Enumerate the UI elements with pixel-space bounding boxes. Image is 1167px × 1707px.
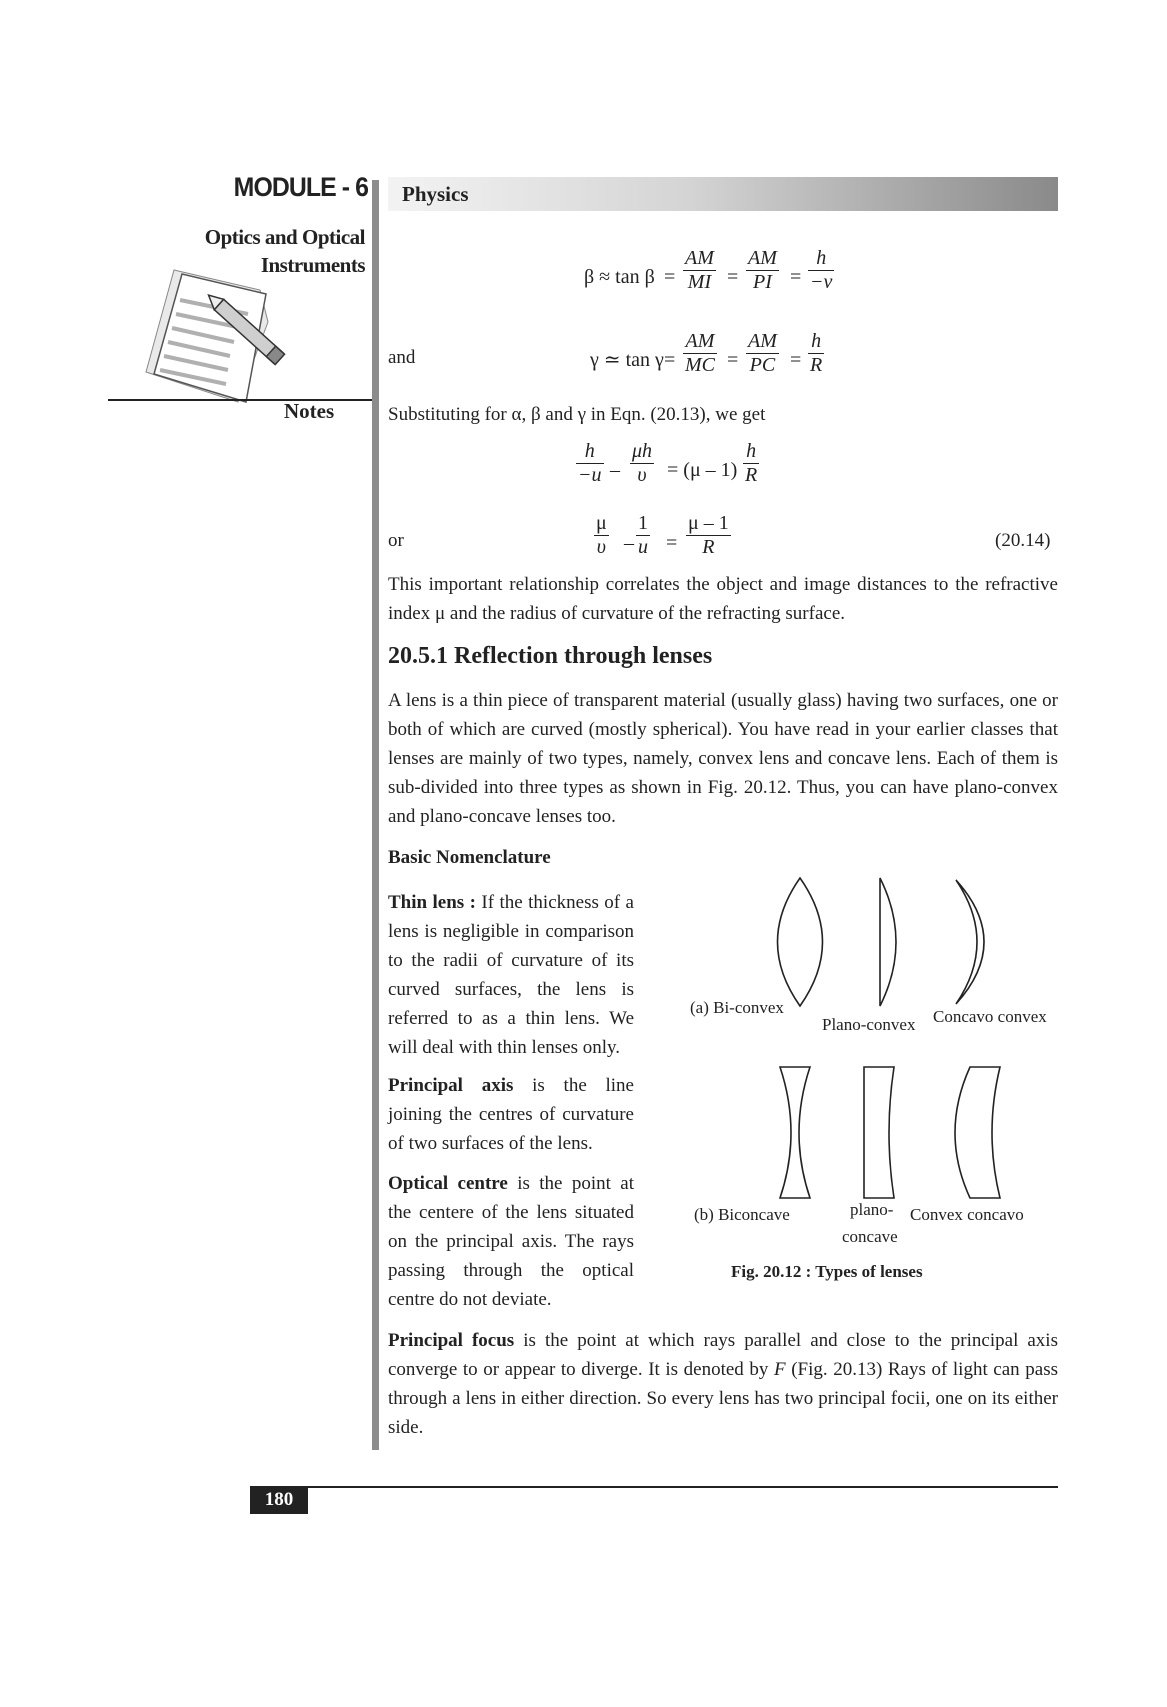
eq1-equals-2: = (727, 266, 739, 288)
eq2-label: and (388, 347, 416, 368)
subject-label: Physics (402, 182, 469, 206)
eq4-fraction-2: $\frac{1}{u}$ (638, 512, 648, 558)
page-number: 180 (250, 1486, 308, 1514)
planoconvex-lens-shape (880, 878, 896, 1006)
eq3-fraction-2: $\frac{\mu h}{\upsilon}$ (632, 440, 653, 486)
label-convex-concavo: Convex concavo (910, 1205, 1024, 1224)
eq1-equals-3: = (790, 266, 802, 288)
section-heading: 20.5.1 Reflection through lenses (388, 643, 713, 669)
concavoconvex-lens-shape (956, 880, 984, 1004)
substituting-text: Substituting for α, β and γ in Eqn. (20.13), we get (388, 404, 766, 425)
label-plano-concave-2: concave (842, 1227, 898, 1246)
eq3-fraction-3: $\frac{h}{R}$ (745, 440, 758, 486)
principal-axis-paragraph: Principal axis is the line joining the centres of curvature of two surfaces of the lens. (388, 1075, 634, 1154)
biconcave-lens-shape (780, 1067, 810, 1198)
module-label: MODULE - 6 (233, 172, 368, 202)
convexconcavo-lens-shape (955, 1067, 1000, 1198)
eq2-equals-2: = (727, 349, 739, 371)
eq4-minus: – (624, 532, 634, 554)
eq1-fraction-3: $\frac{h}{-v}$ (810, 247, 833, 293)
eq2-equals-1: = (664, 349, 676, 371)
eq3-fraction-1: $\frac{h}{-u}$ (578, 440, 602, 486)
biconvex-lens-shape (778, 878, 823, 1006)
nomenclature-heading: Basic Nomenclature (388, 847, 551, 868)
eq2-fraction-1: $\frac{AM}{MC}$ (685, 330, 715, 376)
eq1-fraction-1: $\frac{AM}{MI}$ (685, 247, 714, 293)
eq2-fraction-3: $\frac{h}{R}$ (810, 330, 823, 376)
eq4-equals: = (666, 532, 678, 554)
eq1-fraction-2: $\frac{AM}{PI}$ (748, 247, 777, 293)
eq1-equals-1: = (664, 266, 676, 288)
footer-rule (250, 1486, 1058, 1488)
optical-centre-paragraph: Optical centre is the point at the centere of the lens situated on the principal axis. The rays passing through the optical centre do not deviate. (388, 1173, 634, 1310)
thin-lens-paragraph: Thin lens : If the thickness of a lens is negligible in comparison to the radii of curvature of its curved surfaces, the lens is referred to as a thin lens. We will deal with thin lenses only. (388, 892, 634, 1058)
margin-divider (372, 180, 379, 1450)
label-biconvex: (a) Bi-convex (690, 998, 784, 1017)
eq3-middle: = (μ – 1) (667, 459, 738, 481)
relationship-paragraph: This important relationship correlates the object and image distances to the refractive index μ and the radius of curvature of the refracting surface. (388, 574, 1058, 624)
label-plano-convex: Plano-convex (822, 1015, 916, 1034)
eq2-equals-3: = (790, 349, 802, 371)
notes-pencil-icon (138, 262, 298, 412)
label-concavo-convex: Concavo convex (933, 1007, 1047, 1026)
header-bar (388, 177, 1058, 211)
planoconcave-lens-shape (864, 1067, 894, 1198)
eq3-minus: – (610, 459, 620, 481)
eq4-fraction-3: $\frac{\mu - 1}{R}$ (688, 512, 729, 558)
eq1-lhs: β ≈ tan β (584, 266, 655, 288)
eq2-lhs: γ ≃ tan γ (590, 349, 664, 371)
side-title: Optics and Optical Instruments (204, 225, 365, 277)
lens-paragraph: A lens is a thin piece of transparent material (usually glass) having two surfaces, one or both of which are curved (mostly spherical). You have read in your earlier classes that lenses are mainly of two types, namely, convex lens and concave lens. Each of them is sub-divided into three types as shown in Fig. 20.12. Thus, you can have plano-convex and plano-concave lenses too. (388, 690, 1058, 827)
principal-focus-paragraph: Principal focus is the point at which rays parallel and close to the principal axis converge to or appear to diverge. It is denoted by F (Fig. 20.13) Rays of light can pass through a lens in either direction. So every lens has two principal focii, one on its either side. (388, 1330, 1058, 1438)
notes-label: Notes (284, 399, 335, 423)
eq4-fraction-1: $\frac{\mu}{\upsilon}$ (596, 512, 607, 558)
equation-number: (20.14) (995, 530, 1051, 551)
label-plano-concave-1: plano- (850, 1200, 894, 1219)
eq2-fraction-2: $\frac{AM}{PC}$ (748, 330, 777, 376)
figure-caption: Fig. 20.12 : Types of lenses (731, 1262, 923, 1281)
eq4-label: or (388, 530, 404, 551)
label-biconcave: (b) Biconcave (694, 1205, 790, 1224)
